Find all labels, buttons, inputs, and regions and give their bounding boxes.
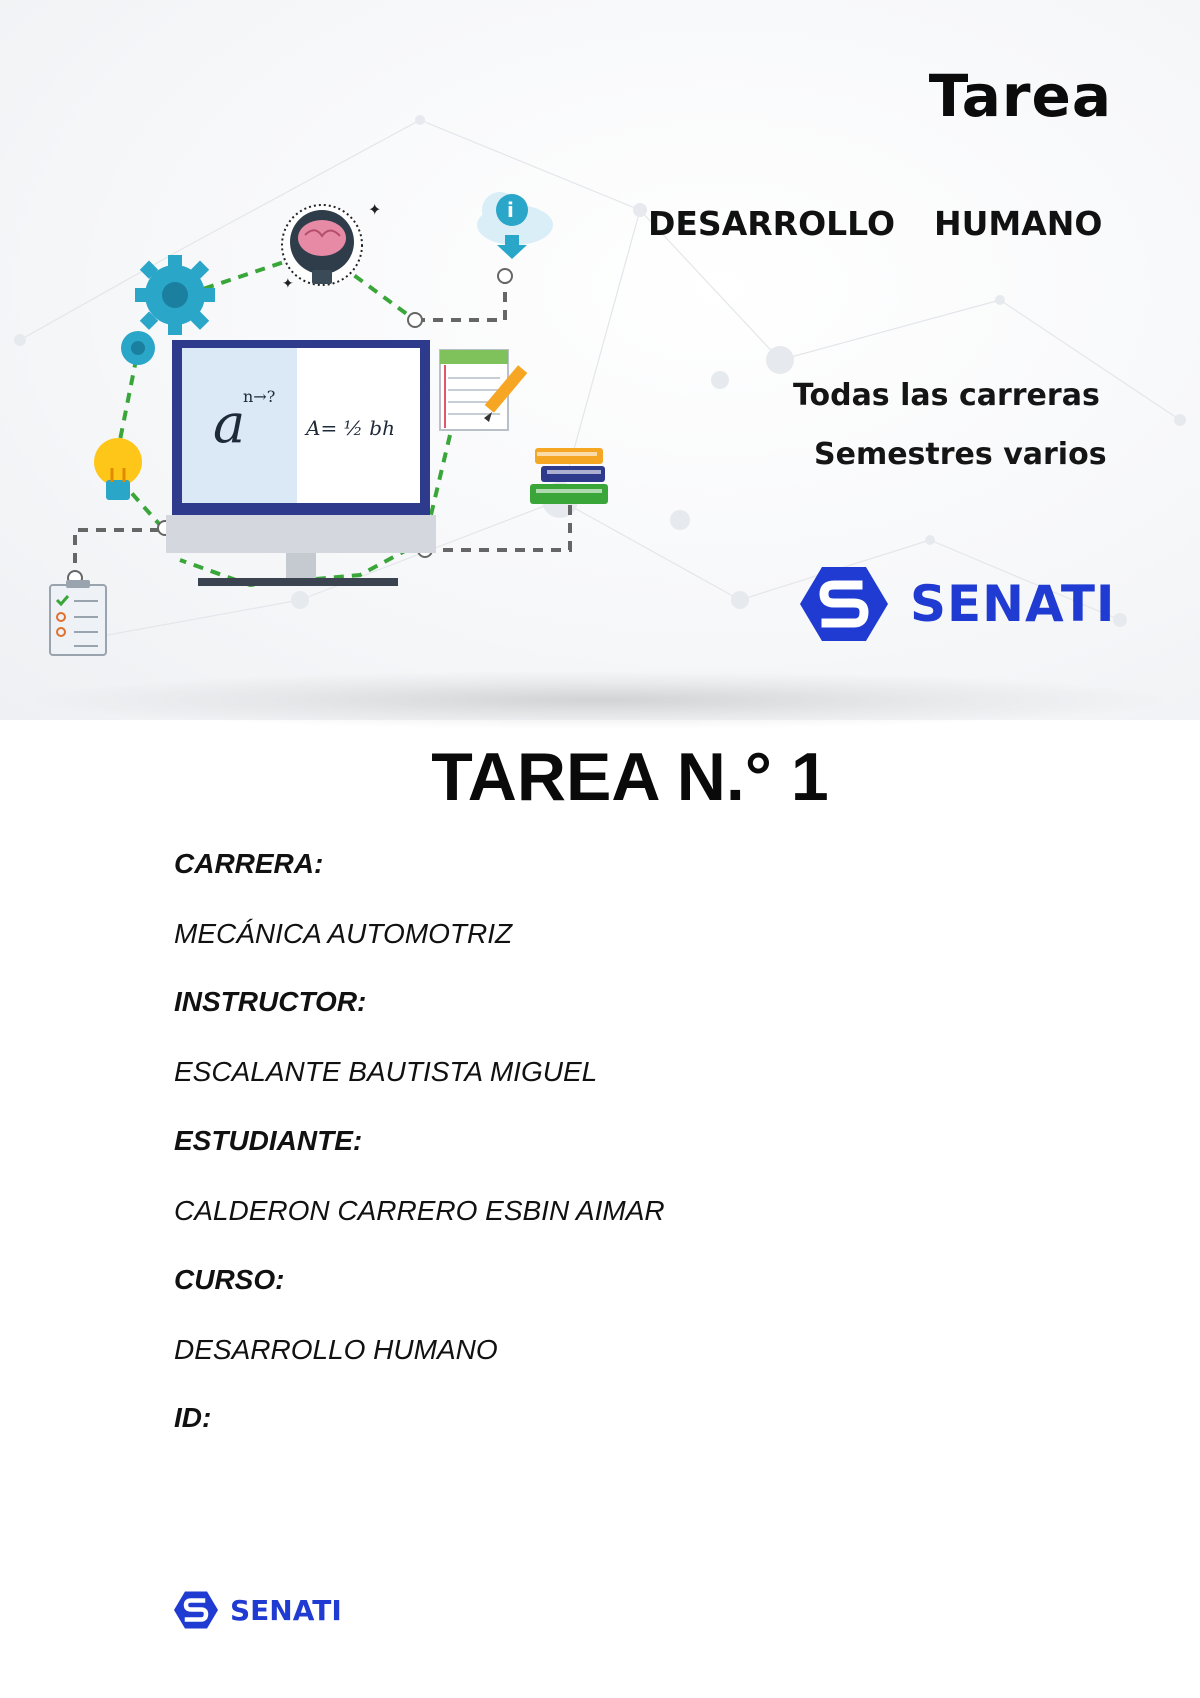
banner-shadow (20, 670, 1180, 730)
senati-emblem-icon (800, 565, 888, 643)
footer-senati-logo (174, 1590, 342, 1630)
document-title: TAREA N.° 1 (431, 739, 829, 815)
field-label-id: ID: (174, 1402, 212, 1433)
field-value-carrera: MECÁNICA AUTOMOTRIZ (174, 918, 513, 949)
header-course-word-2: HUMANO (934, 204, 1103, 243)
field-value-estudiante: CALDERON CARRERO ESBIN AIMAR (174, 1195, 665, 1226)
senati-wordmark: SENATI (910, 575, 1116, 633)
field-label-carrera: CARRERA: (174, 848, 324, 879)
field-value-curso: DESARROLLO HUMANO (174, 1334, 498, 1365)
field-label-instructor: INSTRUCTOR: (174, 986, 367, 1017)
cloud-info-icon (477, 192, 553, 259)
lightbulb-icon (94, 438, 142, 500)
brain-bulb-icon (282, 200, 381, 292)
field-label-curso: CURSO: (174, 1264, 285, 1295)
svg-text:✦: ✦ (282, 276, 294, 292)
checklist-icon (50, 580, 106, 655)
audience-text: Todas las carreras (793, 378, 1100, 413)
semesters-text: Semestres varios (814, 437, 1107, 472)
header-course-word-1: DESARROLLO (648, 204, 896, 243)
field-label-estudiante: ESTUDIANTE: (174, 1125, 363, 1156)
field-value-instructor: ESCALANTE BAUTISTA MIGUEL (174, 1056, 598, 1087)
header-title: Tarea (928, 62, 1112, 130)
footer-senati-emblem-icon (174, 1590, 218, 1630)
svg-text:i: i (507, 198, 514, 222)
senati-logo (800, 565, 1116, 643)
cover-banner (0, 0, 1200, 720)
formula-area: A= ½ bh (306, 416, 395, 440)
books-icon (530, 448, 608, 504)
footer-senati-wordmark: SENATI (230, 1593, 342, 1627)
computer-monitor-icon (166, 340, 436, 586)
education-illustration (0, 180, 640, 660)
formula-letter: a (213, 392, 246, 455)
svg-text:✦: ✦ (368, 200, 382, 219)
formula-exponent: n→? (243, 387, 276, 406)
